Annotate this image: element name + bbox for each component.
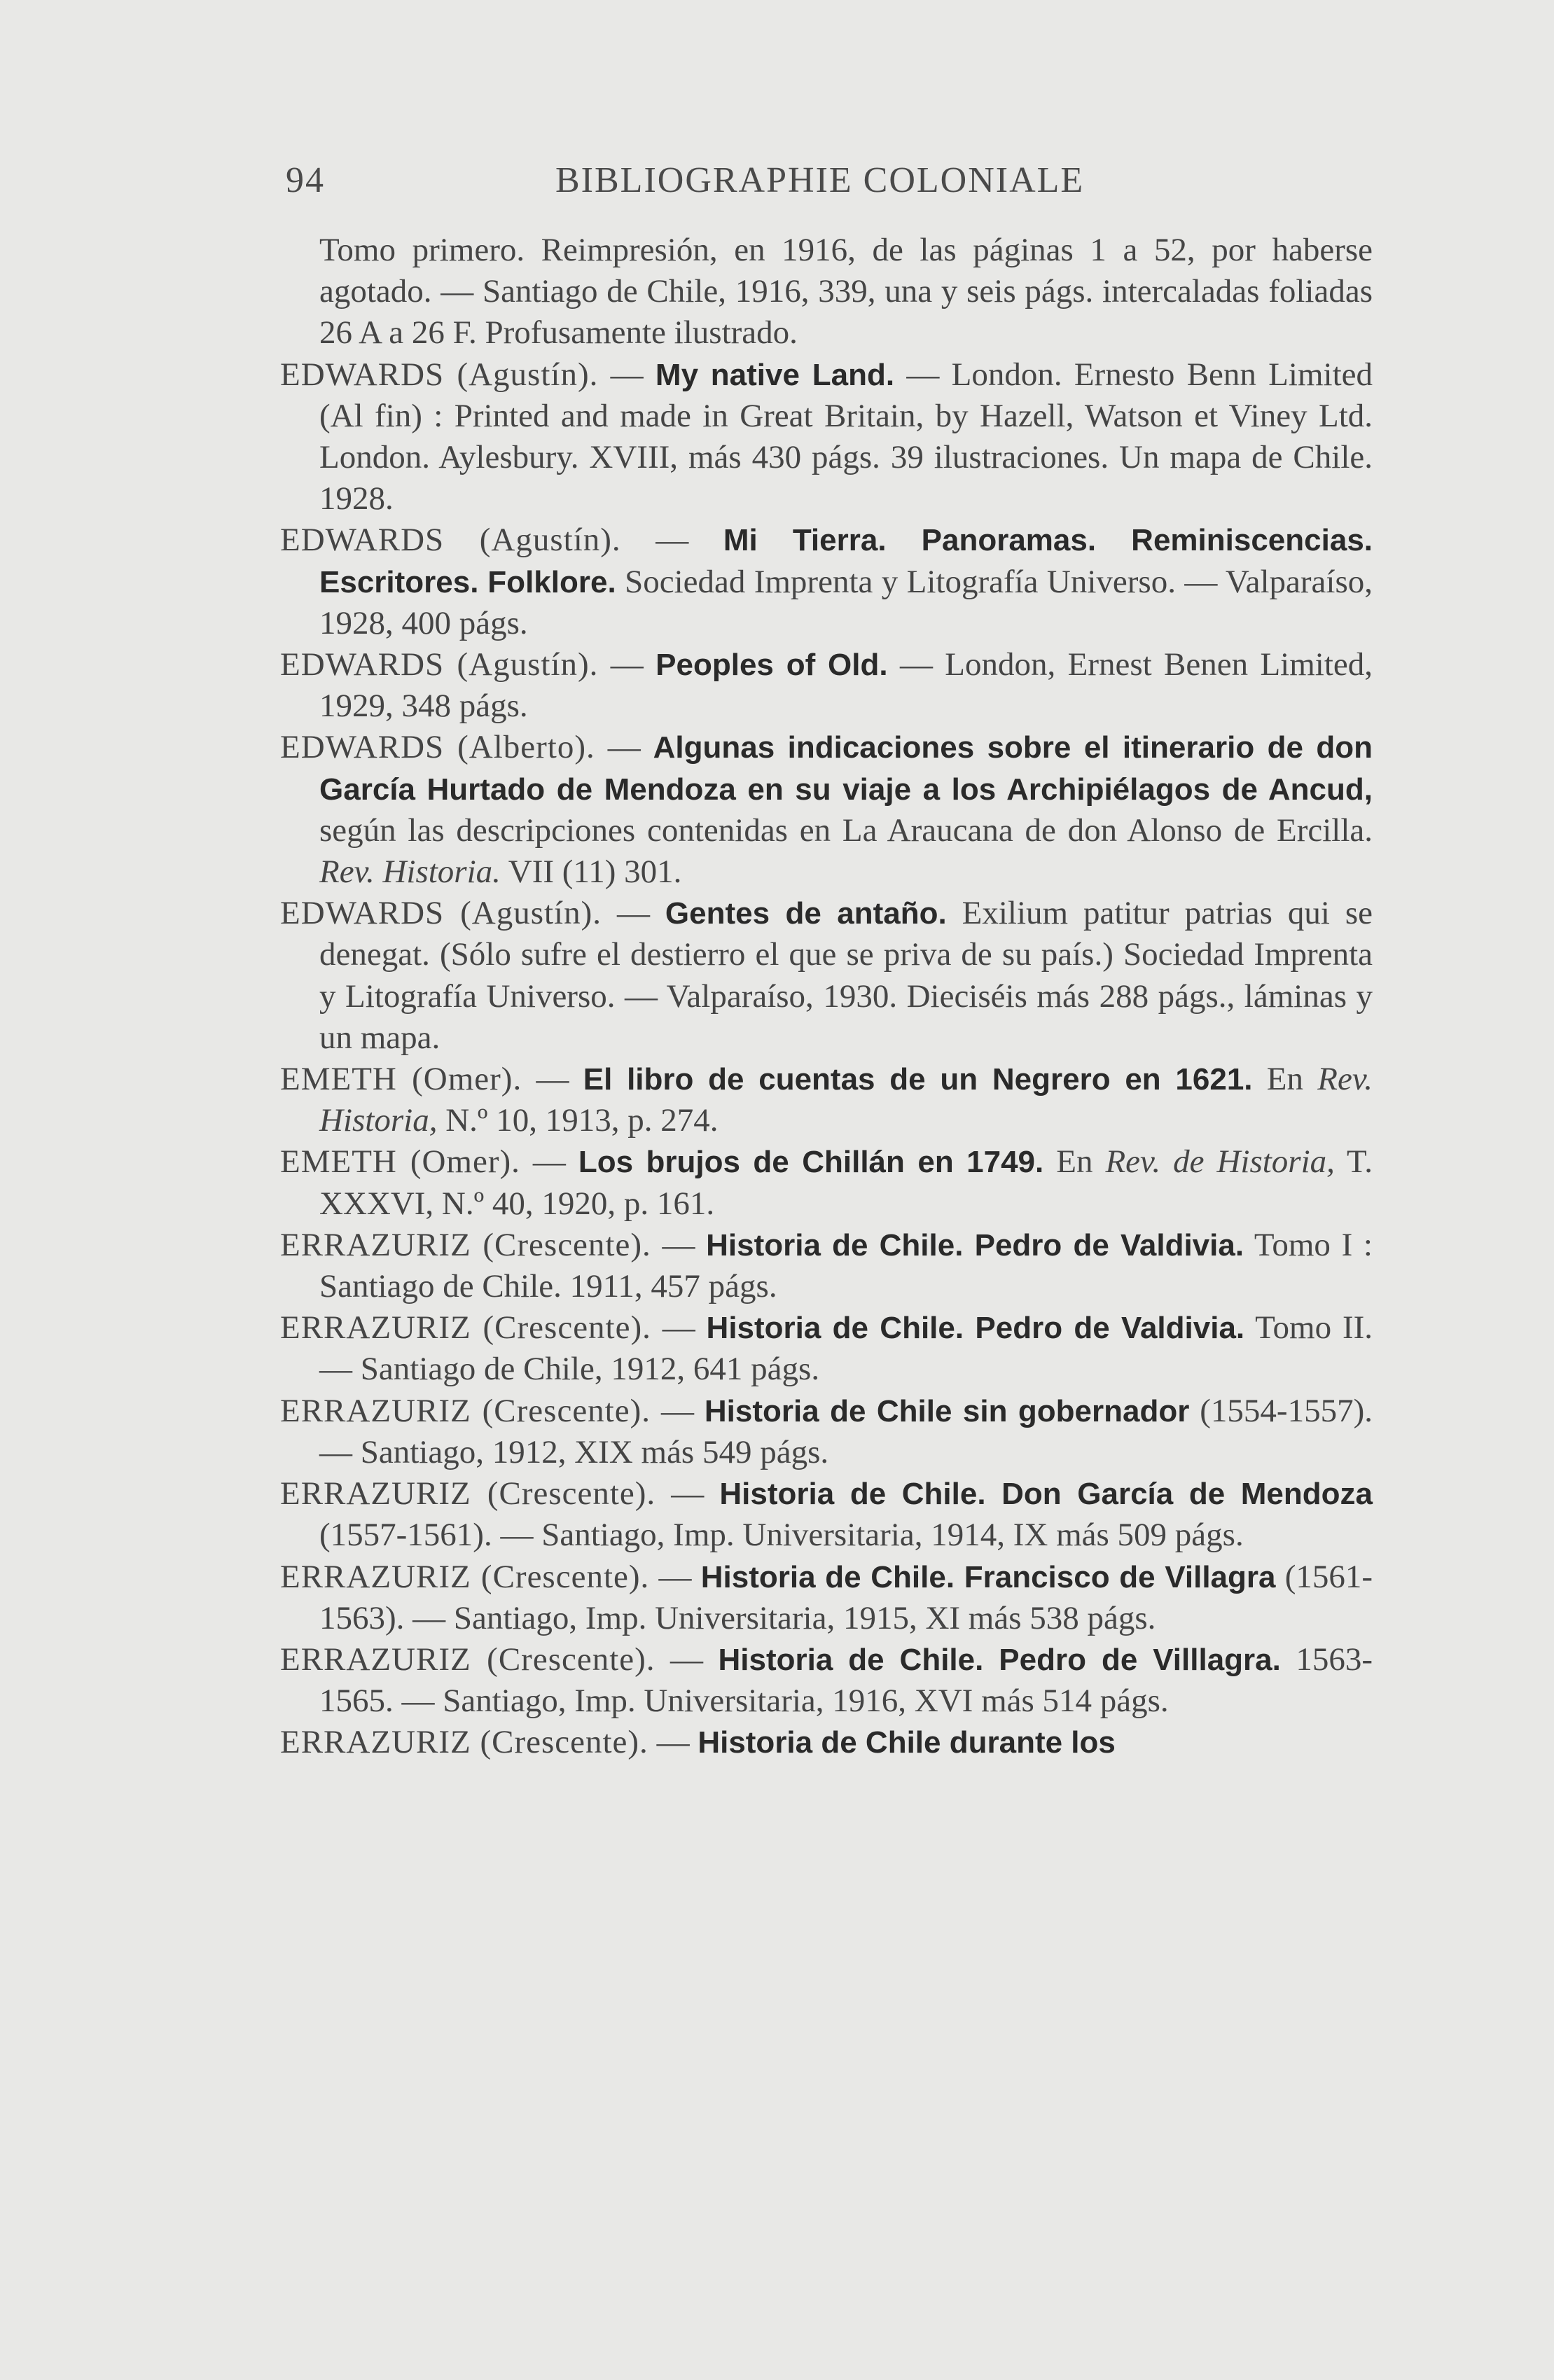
- entry-separator: —: [648, 1724, 698, 1761]
- entry-separator: —: [655, 1641, 719, 1678]
- entry-details: (1557-1561). — Santiago, Imp. Universitaria, 1914, IX más 509 págs.: [319, 1517, 1244, 1554]
- entry-title: Historia de Chile. Francisco de Villagra: [700, 1559, 1276, 1594]
- entry-citation: N.º 10, 1913, p. 274.: [437, 1102, 719, 1139]
- running-title: BIBLIOGRAPHIE COLONIALE: [555, 160, 1085, 200]
- entry-journal: Rev. Historia.: [319, 854, 501, 891]
- entry-author: EDWARDS (Agustín).: [280, 356, 599, 393]
- entry-details: (1561-1563). — Santiago, Imp. Universitaria, 1915, XI más 538 págs.: [319, 1558, 1373, 1636]
- bibliography-entry: [280, 1391, 1373, 1473]
- entry-journal: Rev. Historia,: [319, 1061, 1373, 1139]
- bibliography-entry: [280, 1722, 1373, 1763]
- entry-title: Historia de Chile. Don García de Mendoza: [719, 1477, 1373, 1512]
- entry-details: 1563-1565. — Santiago, Imp. Universitaria, 1916, XVI más 514 págs.: [319, 1641, 1373, 1720]
- entry-separator: —: [602, 895, 665, 932]
- bibliography-list: [280, 230, 1373, 1764]
- entry-title: Peoples of Old.: [655, 648, 888, 683]
- entry-details: Exilium patitur patrias qui se denegat. (Sólo sufre el destierro el que se priva de su país.) Sociedad Imprenta y Litografía Universo. — Valparaíso, 1930. Dieciséis más 288 págs., láminas y un mapa.: [319, 895, 1373, 1056]
- entry-details: En: [1252, 1061, 1318, 1098]
- bibliography-entry: [280, 1141, 1373, 1224]
- entry-title: Historia de Chile sin gobernador: [704, 1393, 1190, 1428]
- entry-separator: —: [598, 356, 655, 393]
- page-header: [286, 160, 1112, 209]
- entry-separator: —: [655, 1475, 720, 1512]
- entry-author: EMETH (Omer).: [280, 1061, 522, 1098]
- entry-author: EMETH (Omer).: [280, 1143, 520, 1181]
- entry-details: — London. Ernesto Benn Limited (Al fin) : Printed and made in Great Britain, by Hazell, Watson et Viney Ltd. London. Aylesbury. XVIII, más 430 págs. 39 ilustraciones. Un mapa de Chile. 1928.: [319, 356, 1373, 517]
- entry-citation: T. XXXVI, N.º 40, 1920, p. 161.: [319, 1143, 1373, 1222]
- bibliography-entry: [280, 1307, 1373, 1390]
- entry-author: ERRAZURIZ (Crescente).: [280, 1558, 650, 1595]
- entry-separator: —: [522, 1061, 583, 1098]
- bibliography-entry: [280, 354, 1373, 520]
- entry-title: Historia de Chile. Pedro de Valdivia.: [706, 1311, 1245, 1346]
- entry-details: (1554-1557). — Santiago, 1912, XIX más 549 págs.: [319, 1392, 1373, 1470]
- entry-details: — London, Ernest Benen Limited, 1929, 348 págs.: [319, 646, 1373, 725]
- entry-details: Tomo I : Santiago de Chile. 1911, 457 págs.: [319, 1226, 1373, 1305]
- entry-title: Historia de Chile durante los: [698, 1725, 1116, 1760]
- entry-details: Tomo II. — Santiago de Chile, 1912, 641 págs.: [319, 1309, 1373, 1388]
- entry-author: EDWARDS (Agustín).: [280, 522, 621, 559]
- entry-title: Historia de Chile. Pedro de Villlagra.: [718, 1642, 1281, 1677]
- entry-author: ERRAZURIZ (Crescente).: [280, 1641, 655, 1678]
- bibliography-entry: [280, 644, 1373, 727]
- entry-details: Sociedad Imprenta y Litografía Universo. — Valparaíso, 1928, 400 págs.: [319, 563, 1373, 641]
- bibliography-entry: [280, 1557, 1373, 1639]
- entry-title: Gentes de antaño.: [665, 896, 947, 931]
- entry-separator: —: [595, 729, 653, 766]
- entry-details: En: [1043, 1143, 1106, 1181]
- entry-separator: —: [520, 1143, 578, 1181]
- entry-separator: —: [649, 1558, 701, 1595]
- entry-title: Los brujos de Chillán en 1749.: [578, 1145, 1044, 1180]
- bibliography-entry: [280, 1473, 1373, 1556]
- bibliography-entry: [280, 1639, 1373, 1722]
- entry-details: Tomo primero. Reimpresión, en 1916, de las páginas 1 a 52, por haberse agotado. — Santiago de Chile, 1916, 339, una y seis págs. intercaladas foliadas 26 A a 26 F. Profusamente ilustrado.: [319, 232, 1373, 352]
- entry-citation: VII (11) 301.: [500, 854, 682, 891]
- entry-title: My native Land.: [655, 357, 895, 392]
- entry-title: El libro de cuentas de un Negrero en 1621.: [583, 1062, 1253, 1097]
- entry-author: ERRAZURIZ (Crescente).: [280, 1475, 656, 1512]
- bibliography-entry: [280, 230, 1373, 354]
- bibliography-entry: [280, 520, 1373, 644]
- bibliography-entry: [280, 1059, 1373, 1141]
- entry-title: Mi Tierra. Panoramas. Reminiscencias. Escritores. Folklore.: [319, 523, 1373, 599]
- entry-author: EDWARDS (Agustín).: [280, 646, 599, 683]
- entry-author: ERRAZURIZ (Crescente).: [280, 1226, 651, 1263]
- bibliography-entry: [280, 727, 1373, 893]
- entry-author: EDWARDS (Agustín).: [280, 895, 602, 932]
- entry-separator: —: [651, 1392, 705, 1429]
- entry-author: ERRAZURIZ (Crescente).: [280, 1392, 651, 1429]
- entry-title: Historia de Chile. Pedro de Valdivia.: [706, 1227, 1244, 1262]
- bibliography-entry: [280, 893, 1373, 1059]
- entry-separator: —: [620, 522, 723, 559]
- entry-separator: —: [598, 646, 656, 683]
- entry-title: Algunas indicaciones sobre el itinerario de don García Hurtado de Mendoza en su viaje a los Archipiélagos de Ancud,: [319, 730, 1373, 807]
- entry-author: ERRAZURIZ (Crescente).: [280, 1724, 648, 1761]
- entry-author: ERRAZURIZ (Crescente).: [280, 1309, 651, 1346]
- entry-details: según las descripciones contenidas en La Araucana de don Alonso de Ercilla.: [319, 812, 1373, 849]
- entry-journal: Rev. de Historia,: [1105, 1143, 1335, 1181]
- entry-separator: —: [651, 1226, 707, 1263]
- entry-separator: —: [651, 1309, 707, 1346]
- entry-author: EDWARDS (Alberto).: [280, 729, 595, 766]
- bibliography-entry: [280, 1225, 1373, 1307]
- page-number: 94: [286, 160, 325, 200]
